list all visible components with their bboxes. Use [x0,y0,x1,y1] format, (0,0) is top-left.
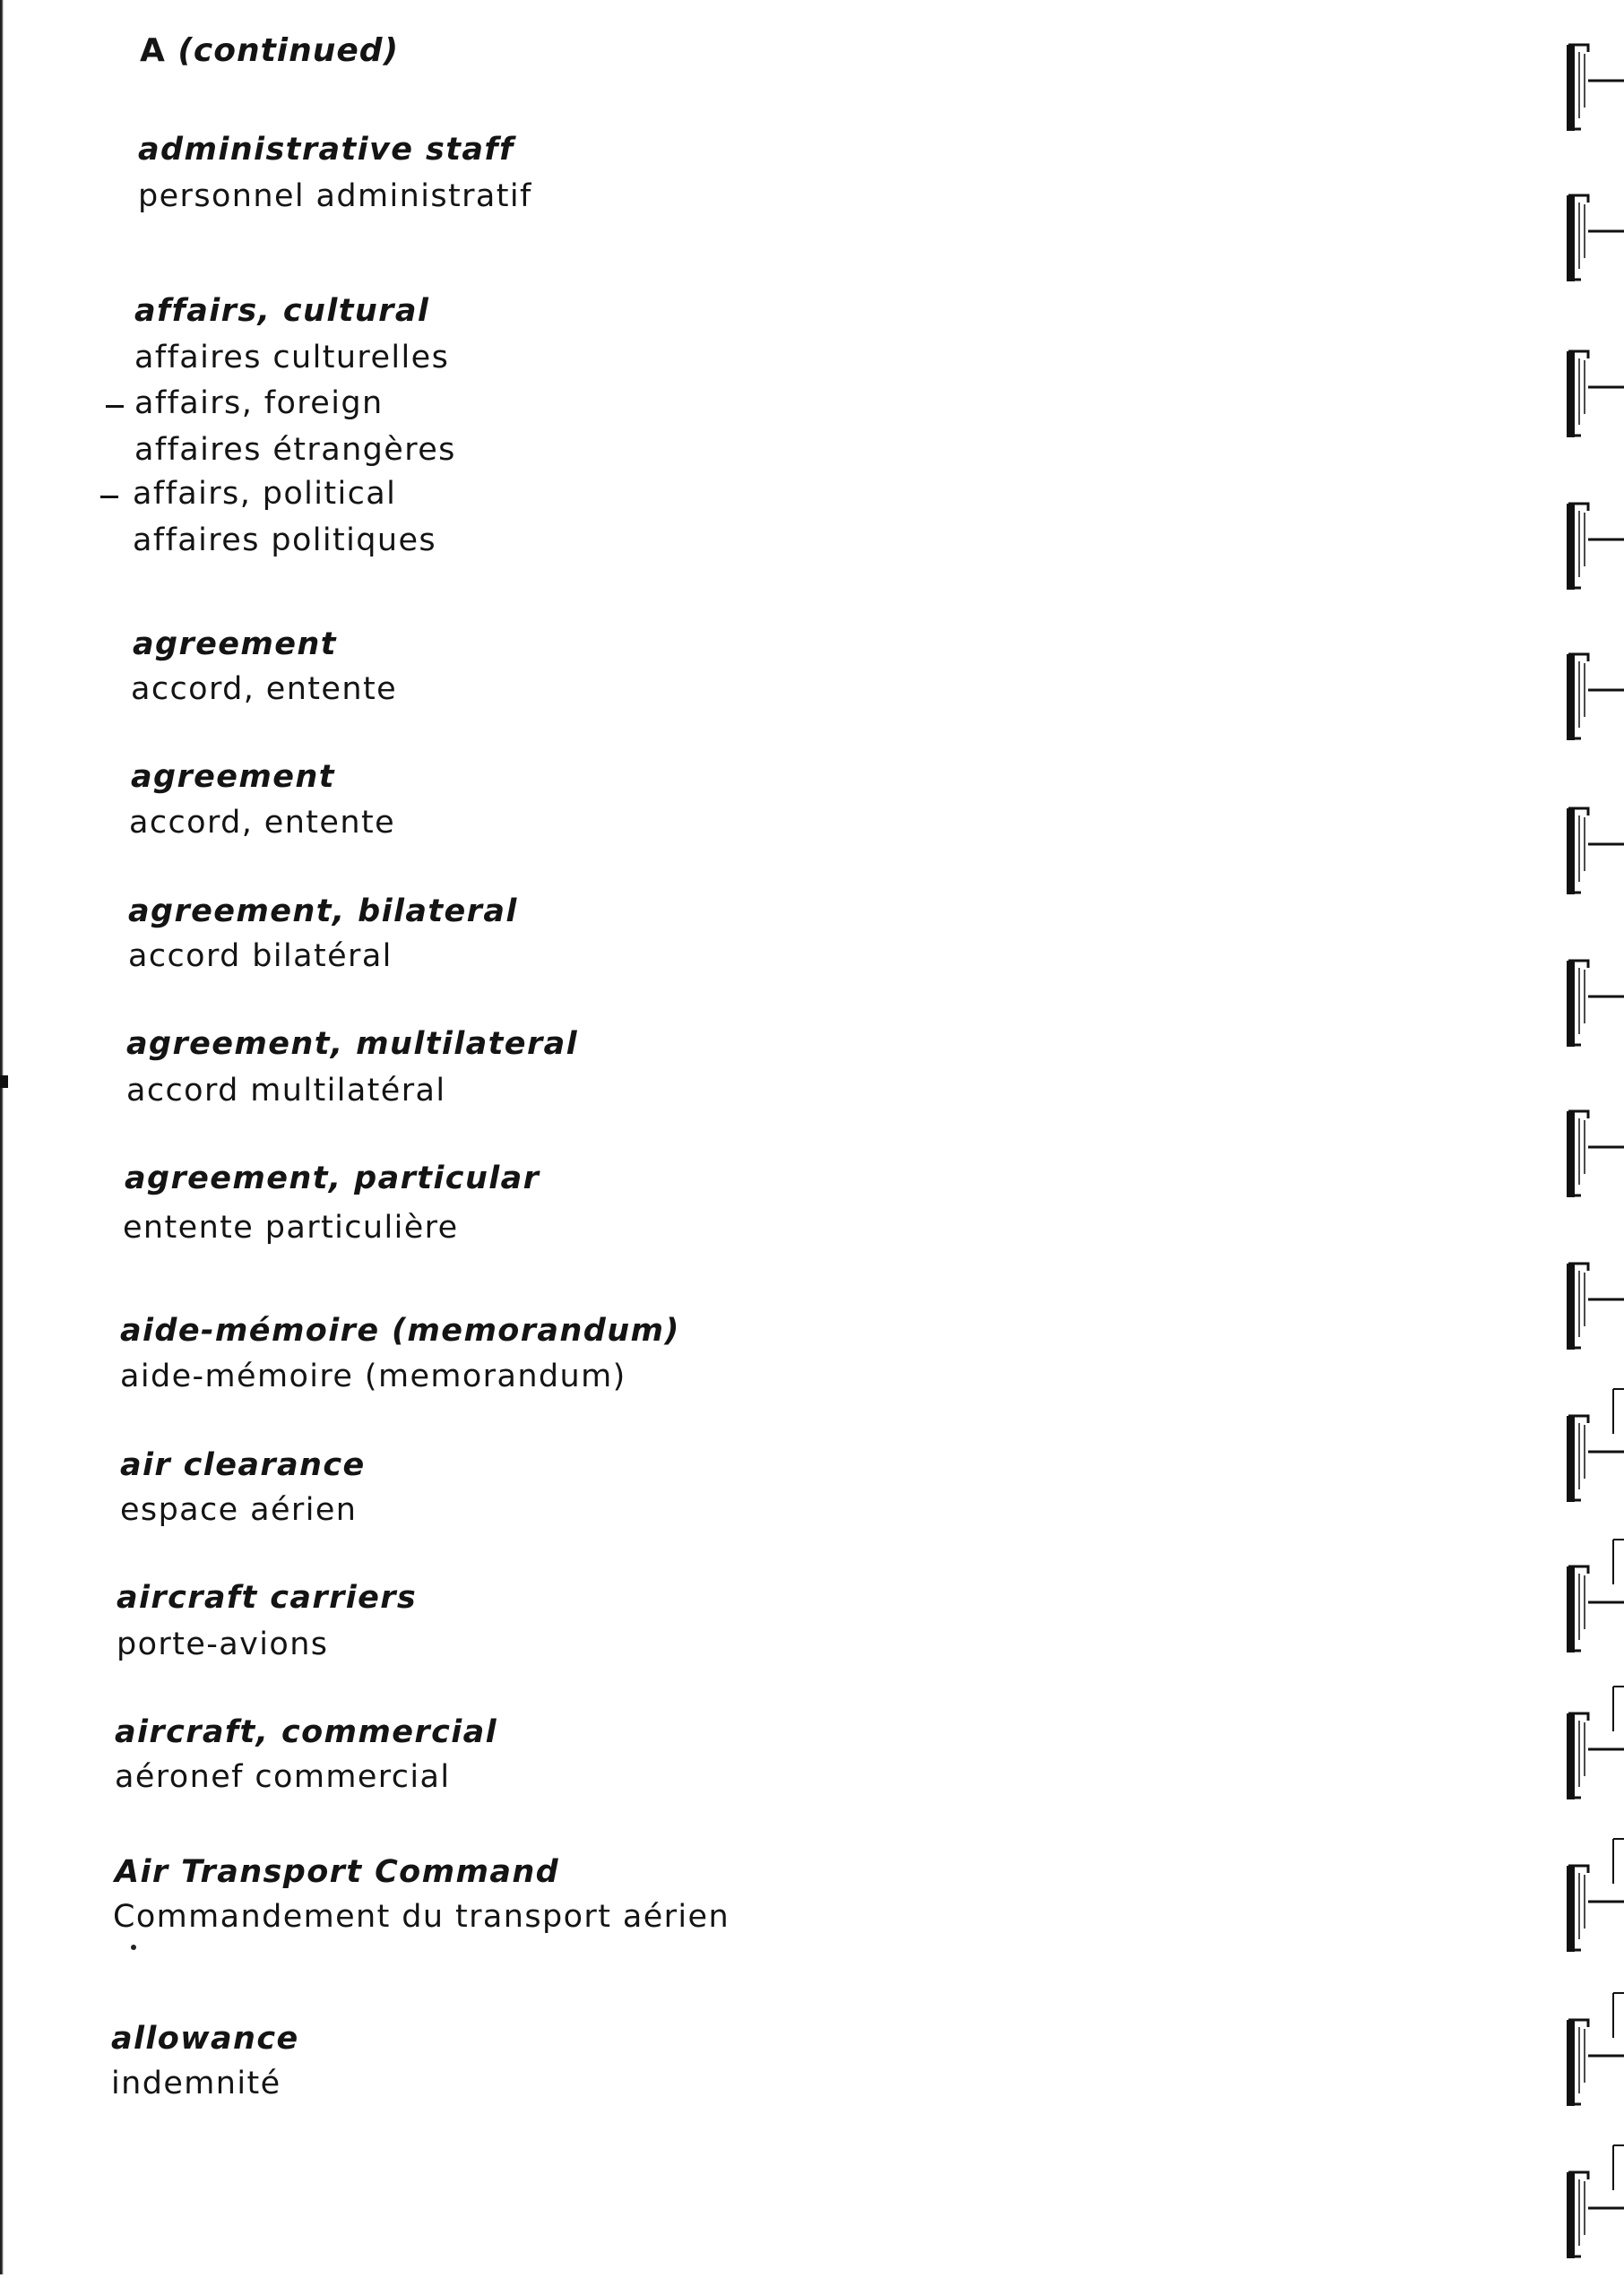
entry-translation: Commandement du transport aérien [113,1899,730,1935]
binding-ring [1567,195,1624,281]
entry-term: aide-mémoire (memorandum) [120,1313,680,1349]
entry-translation: accord, entente [129,805,396,841]
binding-ring [1567,1264,1624,1350]
entry-term: agreement, multilateral [126,1026,579,1062]
entry-translation: affaires politiques [133,522,437,558]
entry-term: aircraft, commercial [115,1714,498,1750]
binding-ring [1567,1111,1624,1197]
binding-ring [1567,1687,1624,1799]
entry-translation: porte-avions [117,1627,329,1662]
section-heading [140,32,399,69]
page-left-edge [0,0,4,2274]
margin-dash [100,496,118,498]
entry-translation: aéronef commercial [115,1759,451,1795]
heading-letter: A [140,32,166,69]
entry-term: air clearance [120,1447,366,1483]
entry-translation: affaires culturelles [134,340,450,375]
entry-translation: aide-mémoire (memorandum) [120,1359,626,1394]
entry-term: agreement [133,626,337,662]
entry-translation: entente particulière [123,1210,459,1246]
entry-translation: indemnité [111,2066,281,2101]
entry-term: agreement, particular [125,1161,540,1196]
entry-term: agreement, bilateral [128,893,518,929]
binding-ring [1567,45,1624,131]
binding-ring [1567,1389,1624,1502]
entry-term: affairs, cultural [134,293,430,329]
binding-mark [0,1075,8,1088]
margin-dash [106,405,124,408]
entry-translation: accord bilatéral [128,938,393,974]
entry-translation: affaires étrangères [134,432,456,468]
binding-ring [1567,654,1624,740]
entry-term: agreement [131,759,335,795]
binding-ring [1567,808,1624,894]
entry-translation: accord, entente [131,671,398,707]
entry-term: affairs, foreign [134,385,384,421]
entry-term: administrative staff [138,132,514,168]
binding-ring [1567,1540,1624,1652]
ink-speck [131,1945,136,1950]
spiral-rings-icon [1561,0,1624,2274]
binding-ring [1567,504,1624,590]
heading-continued: (continued) [177,32,400,69]
entry-term: Air Transport Command [115,1854,560,1890]
entry-term: affairs, political [133,476,397,512]
binding-ring [1567,1993,1624,2106]
entry-term: aircraft carriers [117,1580,418,1616]
entry-translation: personnel administratif [138,178,532,214]
binding-ring [1567,2145,1624,2258]
binding-ring [1567,961,1624,1047]
entry-translation: accord multilatéral [126,1073,446,1109]
binding-ring [1567,351,1624,437]
entry-translation: espace aérien [120,1492,358,1528]
entry-term: allowance [111,2021,299,2057]
binding-ring [1567,1839,1624,1952]
spiral-binding [1561,0,1624,2274]
